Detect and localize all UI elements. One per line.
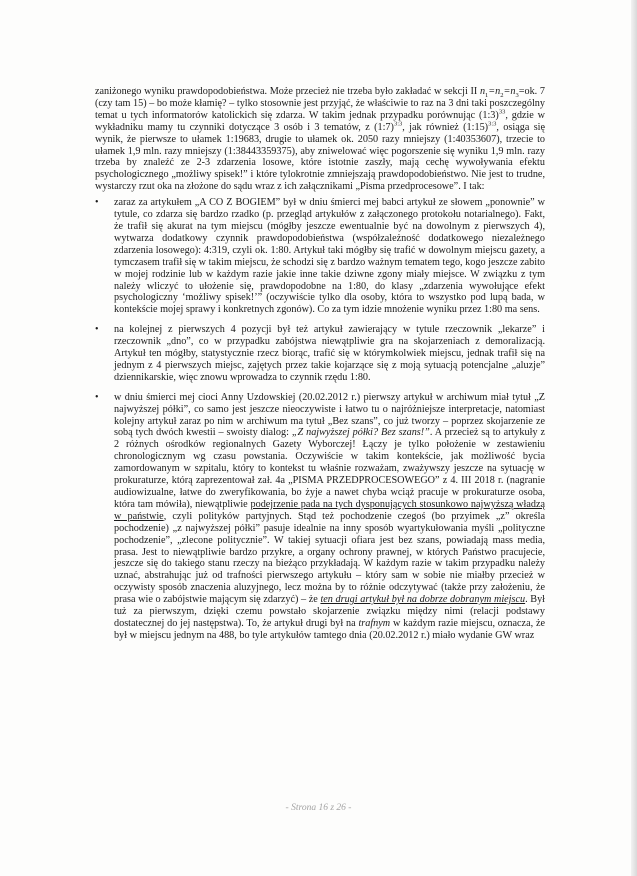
bullet-list: [95, 197, 545, 642]
bullet-icon: •: [95, 197, 99, 209]
list-item: • na kolejnej z pierwszych 4 pozycji był też artykuł zawierający w tytule rzeczownik „lekarze” i rzeczownik „dno”, co w przypadku zabójstwa niewątpliwie gra na skojarzeniach z demoralizacją. Artykuł ten mógłby, statystycznie rzecz biorąc, trafić się w którymkolwiek miejscu, jednak trafił się na jednym z 4 pierwszych miejsc, zajętych przez takie kojarzące się z moją sytuacją potencjalne „aluzje” dziennikarskie, więc znowu wprowadza to czynnik rzędu 1:80.: [95, 324, 545, 383]
bullet-icon: •: [95, 391, 99, 403]
list-item: • w dniu śmierci mej cioci Anny Uzdowskiej (20.02.2012 r.) pierwszy artykuł w archiwum miał tytuł „Z najwyższej półki”, co samo jest jeszcze nieoczywiste i łatwo tu o najróżniejsze interpretacje, natomiast kolejny artykuł zaraz po nim w archiwum ma tytuł „Bez szans”, co już tworzy – poprzez skojarzenie ze sobą tych dwóch kwestii – swoisty dialog: „Z najwyższej półki? Bez szans!”. A przecież są to artykuły z 2 różnych ośrodków regionalnych Gazety Wyborczej! Łączy je tylko położenie w zestawieniu chronologicznym wg czasu powstania. Oczywiście w takim kontekście, jak możliwość bycia zamordowanym w szpitalu, który to kontekst tu właśnie rozważam, zważywszy jeszcze na sytuację w prokuraturze, którą zaprezentował zał. 4a „PISMA PRZEDPROCESOWEGO” z 4. III 2018 r. (nagranie audiowizualne, łatwe do zweryfikowania, bo żyje a nawet chyba wciąż pracuje w prokuraturze osoba, która tam mówiła), niewątpliwie podejrzenie pada na tych dysponujących stosunkowo najwyższą władzą w państwie, czyli polityków partyjnych. Stąd też pochodzenie czegoś (bo przyimek „z” określa pochodzenie) „z najwyższej półki” pasuje idealnie na inny sposób wyartykułowania myśli „polityczne pochodzenie”, „zlecone politycznie”. W takiej sytuacji ofiara jest bez szans, powiadają mass media, prasa. Jest to niewątpliwie bardzo przykre, a organy ochrony prawnej, w których Państwo pracujecie, jeszcze się do takiego stanu rzeczy na bieżąco przykładają. W każdym razie w takim przypadku należy uznać, abstrahując już od trafności pierwszego artykułu – który sam w sobie nie miałby przecież w oczywisty sposób znaczenia aluzyjnego, lecz można by to różnie odczytywać (także przy założeniu, że prasa wie o zabójstwie mającym się zdarzyć) – że ten drugi artykuł był na dobrze dobranym miejscu. Był tuż za pierwszym, dzięki czemu powstało skojarzenie związku między nimi (relacji podstawy dostatecznej do jej następstwa). To, że artykuł drugi był na trafnym w każdym razie miejscu, oznacza, że był w miejscu jednym na 488, bo tyle artykułów tamtego dnia (20.02.2012 r.) miało wydanie GW wraz: [95, 391, 546, 641]
bullet-icon: •: [95, 324, 99, 336]
italic-quote: „Z najwyższej półki? Bez szans!”: [291, 427, 430, 439]
italic-word: trafnym: [358, 617, 391, 629]
underlined-text: podejrzenie pada na tych dysponujących stosunkowo najwyższą władzą w państwie: [114, 498, 546, 522]
page-body: [95, 86, 545, 650]
list-item: • zaraz za artykułem „A CO Z BOGIEM” był w dniu śmierci mej babci artykuł ze słowem „ponownie” w tytule, co zdarza się bardzo rzadko (p. przegląd artykułów z załączonego protokołu notarialnego). Fakt, że trafił się akurat na tym miejscu (mógłby jeszcze ewentualnie być na dowolnym z pierwszych 4), wytwarza dodatkowy czynnik prawdopodobieństwa (współzależność dodatkowego niezależnego zdarzenia losowego): 4:319, czyli ok. 1:80. Artykuł taki mógłby się trafić w dowolnym miejscu gazety, a tymczasem trafił się w takim miejscu, że schodzi się z bardzo ważnym tematem tego, kogo jeszcze zabito w mojej rodzinie lub w każdym razie jakie inne takie dziwne zgony miały miejsce. W związku z tym należy wliczyć to ułożenie się, prawdopodobne na 1:80, do klasy „zdarzenia wywołujące efekt psychologiczny ‘możliwy spisek!’” (oczywiście tylko dla osoby, która to wszystko pod lupą bada, w kontekście mojej sprawy i konkretnych zgonów). Co za tym idzie mnożenie wyniku przez 1:80 ma sens.: [95, 197, 545, 316]
page-footer: - Strona 16 z 26 -: [285, 803, 352, 813]
intro-paragraph: zaniżonego wyniku prawdopodobieństwa. Może przecież nie trzeba było zakładać w sekcji II $n_1=n_2=n_3=ok$. 7 (czy tam 15) – bo może kłamię? – tylko stosownie jest przyjąć, że właściwie to raz na 3 dni taki poszczególny temat u tych informatorów katolickich się zdarza. W takim jednak przypadku porównując (1:3)$^{33}$, gdzie w wykładniku mamy tu czynniki dotyczące 3 osób i 3 tematów, z (1:7)$^{3:3}$, jak również (1:15)$^{3:3}$, osiąga się wynik, że pierwsze to ułamek 1:19683, drugie to ułamek ok. 2050 razy mniejszy (1:40353607), trzecie to ułamek 1,9 mln. razy mniejszy (1:38443359375), aby zniwelować więc pogorszenie się wyniku 1,9 mln. razy trzeba by znaleźć ze 2-3 zdarzenia losowe, które istotnie zaszły, mają cechę wywoływania efektu psychologicznego „możliwy spisek!” i które tylokrotnie zmniejszają prawdopodobieństwo. Nie jest to trudne, wystarczy rzut oka na złożone do sądu wraz z ich załącznikami „Pisma przedprocesowe”. I tak:: [95, 86, 546, 193]
scan-edge-shadow: [631, 0, 637, 876]
underlined-italic-text: ten drugi artykuł był na dobrze dobranym miejscu: [320, 594, 526, 606]
